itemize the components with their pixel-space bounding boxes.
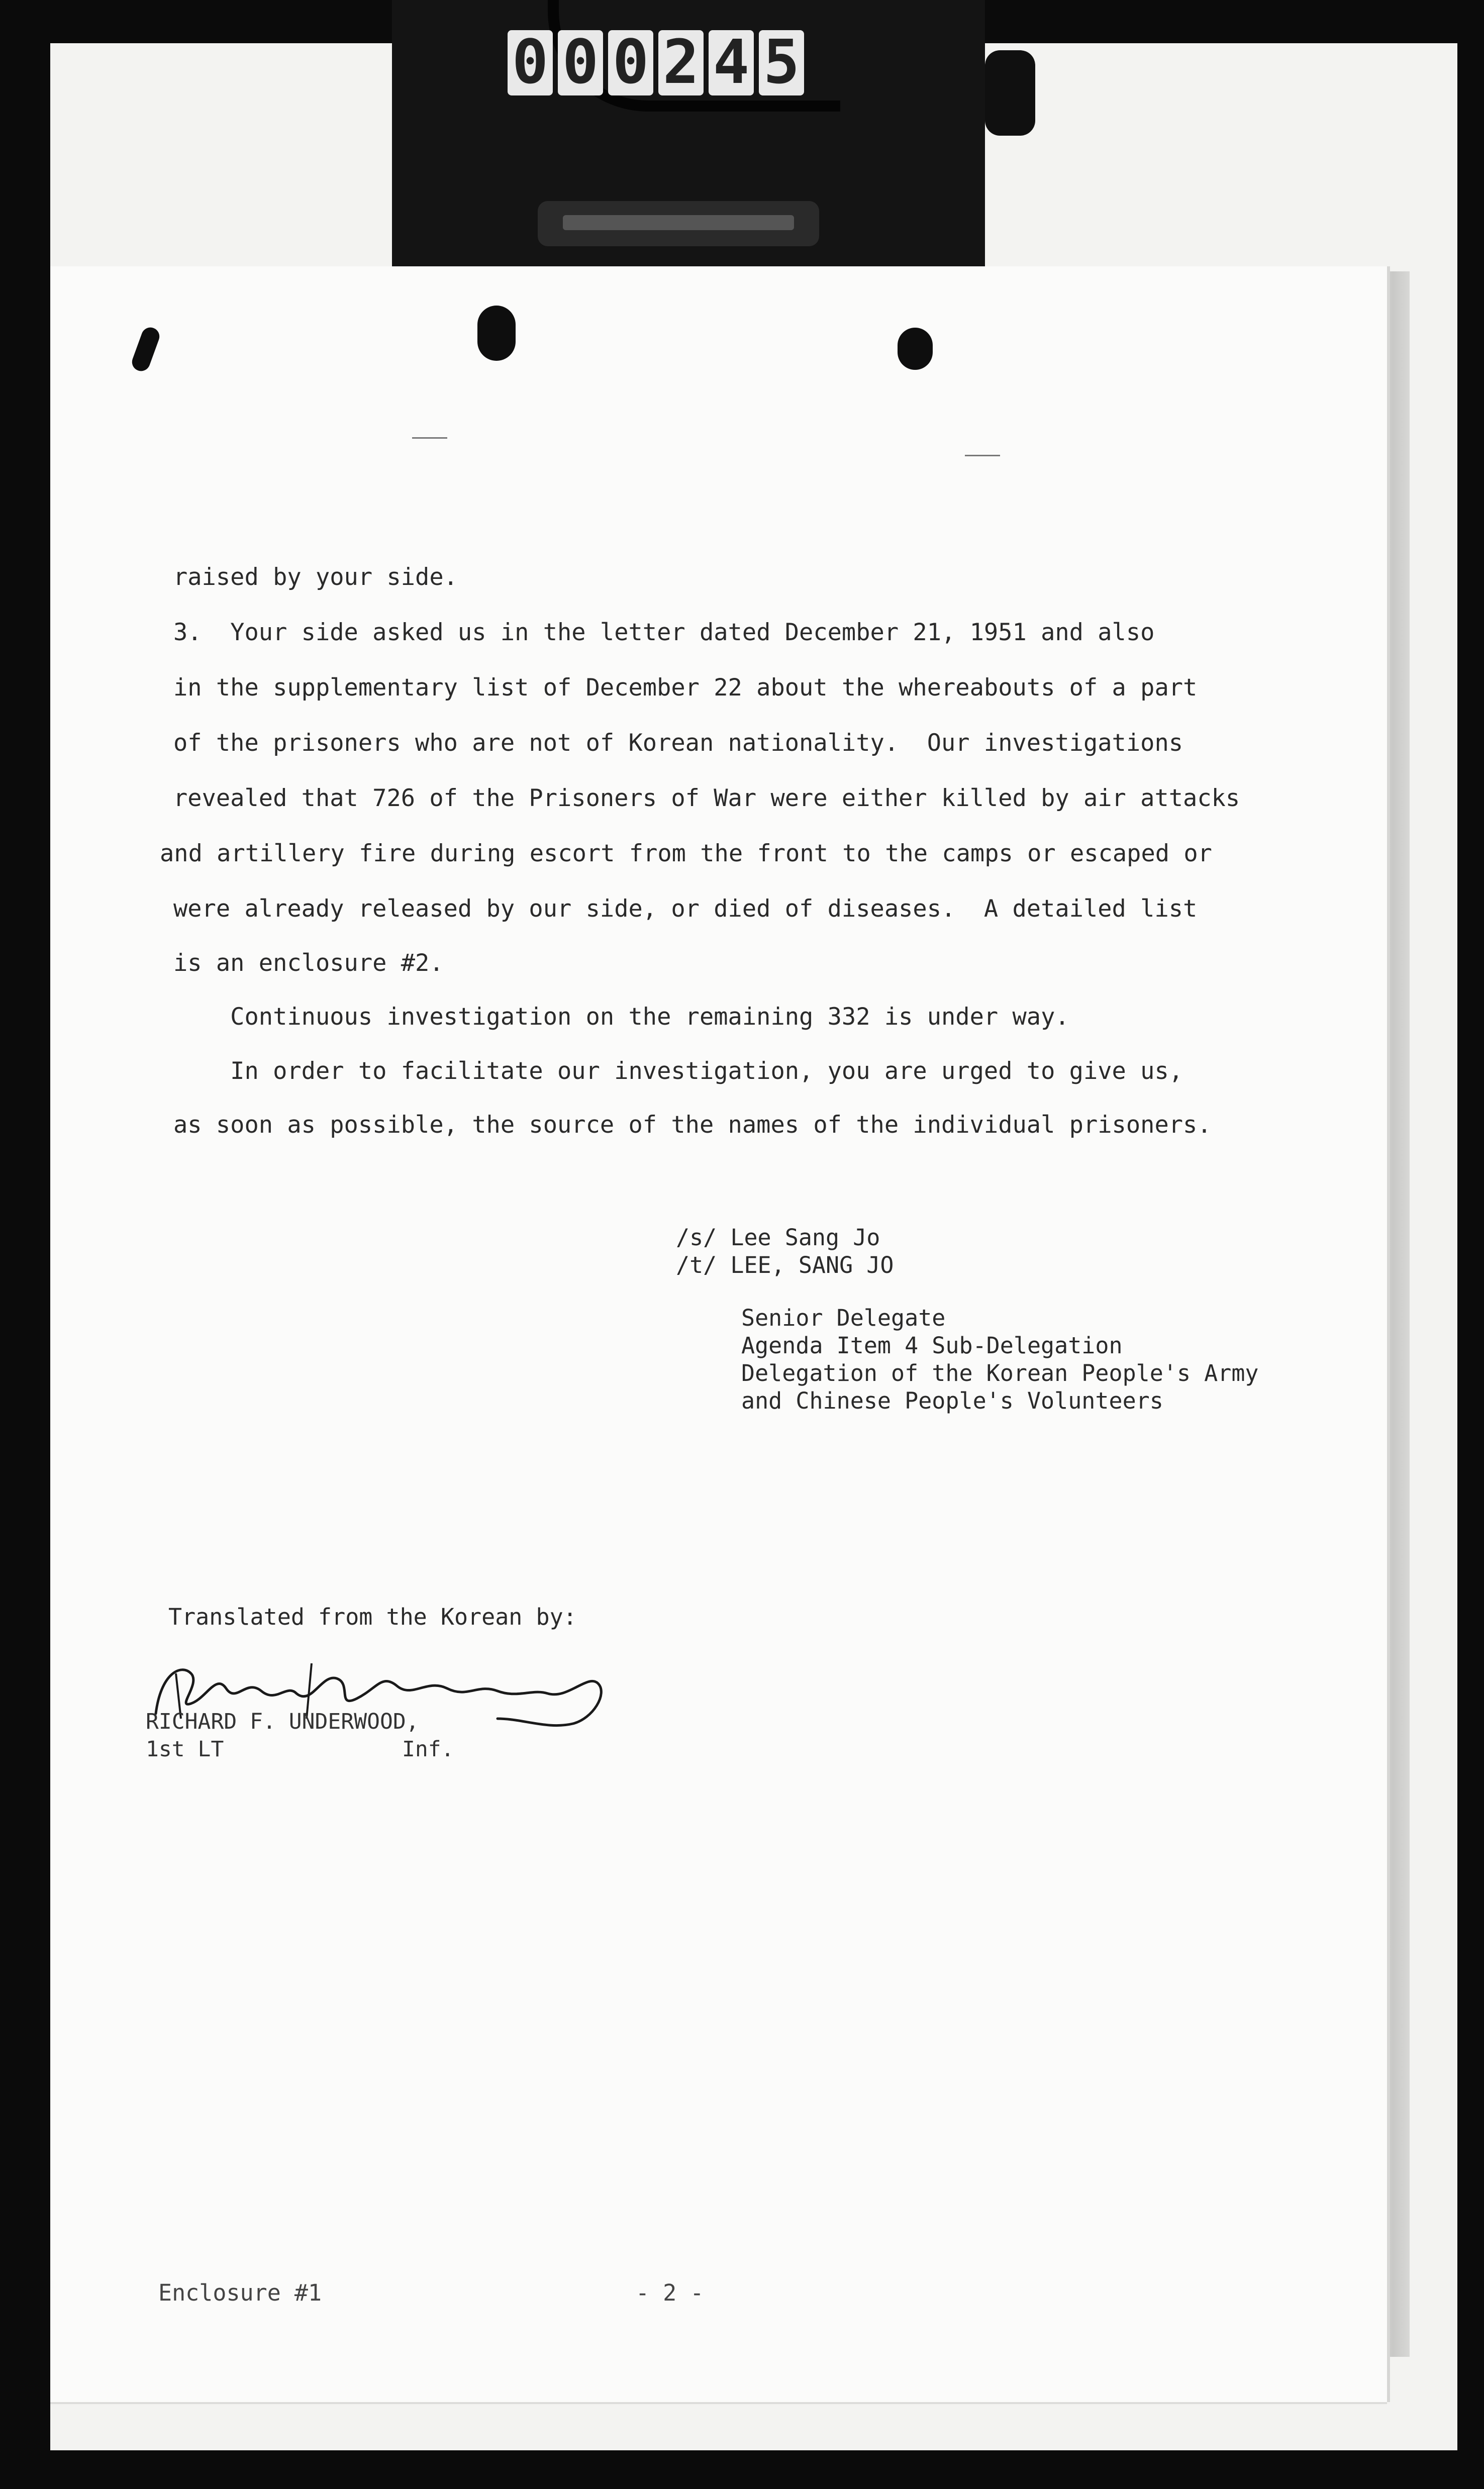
translator-branch: Inf. (402, 1737, 454, 1762)
counter-digit: 2 (658, 30, 704, 95)
title-line: Agenda Item 4 Sub-Delegation (741, 1332, 1123, 1359)
counter-digit: 0 (558, 30, 603, 95)
stray-mark (965, 455, 1000, 456)
counter-plate-label (563, 215, 794, 230)
translator-rank: 1st LT (146, 1737, 224, 1762)
counter-digit: 0 (608, 30, 653, 95)
title-line: Delegation of the Korean People's Army (741, 1360, 1259, 1386)
counter-digit: 5 (759, 30, 804, 95)
body-line: is an enclosure #2. (173, 949, 444, 977)
body-line: of the prisoners who are not of Korean nationality. Our investigations (173, 729, 1183, 757)
typed-name: /t/ LEE, SANG JO (676, 1252, 894, 1278)
body-line: and artillery fire during escort from the front to the camps or escaped or (160, 840, 1212, 867)
body-line: in the supplementary list of December 22 about the whereabouts of a part (173, 674, 1198, 702)
binder-hole-right (898, 328, 933, 370)
translator-intro: Translated from the Korean by: (168, 1604, 577, 1630)
body-line: revealed that 726 of the Prisoners of War were either killed by air attacks (173, 784, 1240, 812)
title-line: Senior Delegate (741, 1305, 946, 1331)
enclosure-label: Enclosure #1 (158, 2279, 322, 2306)
counter-digit: 4 (709, 30, 754, 95)
body-line: were already released by our side, or died of diseases. A detailed list (173, 895, 1198, 923)
body-line: Continuous investigation on the remaining 332 is under way. (173, 1003, 1069, 1031)
stray-mark (412, 437, 447, 439)
counter-digit: 0 (508, 30, 553, 95)
frame-counter-digits (508, 30, 804, 95)
translator-name: RICHARD F. UNDERWOOD, (146, 1709, 419, 1734)
binder-hole-left (477, 306, 516, 361)
body-line: raised by your side. (173, 563, 458, 591)
signed-name: /s/ Lee Sang Jo (676, 1224, 880, 1251)
body-line: as soon as possible, the source of the names of the individual prisoners. (173, 1111, 1212, 1139)
title-line: and Chinese People's Volunteers (741, 1387, 1163, 1414)
counter-knob (985, 50, 1035, 136)
page-number: - 2 - (636, 2279, 704, 2306)
body-line: 3. Your side asked us in the letter dated December 21, 1951 and also (173, 619, 1155, 646)
body-line: In order to facilitate our investigation, you are urged to give us, (173, 1057, 1183, 1085)
